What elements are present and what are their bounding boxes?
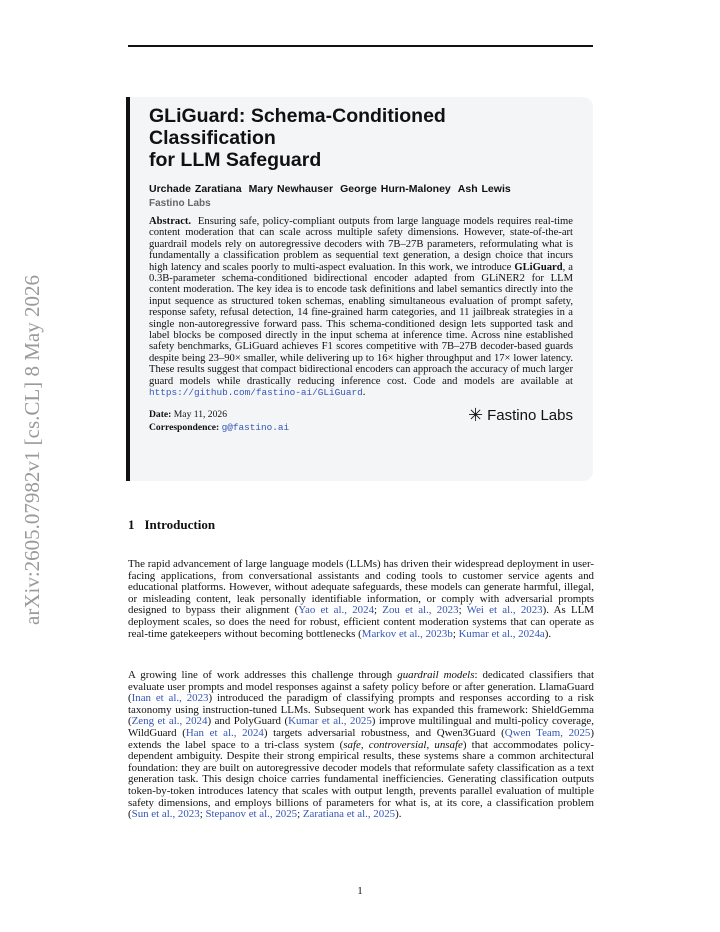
correspondence-label: Correspondence: [149, 421, 220, 433]
emphasis: unsafe [434, 738, 463, 751]
text-run: ) improve multilingual and multi-policy coverage, WildGuard ( [128, 715, 594, 739]
citation-link[interactable]: Qwen Team, 2025 [504, 726, 591, 739]
text-run: ) targets adversarial robustness, and Qwen3Guard ( [263, 726, 505, 739]
text-run: ) and PolyGuard ( [207, 715, 289, 728]
paper-title [149, 105, 573, 171]
text-run: ). [544, 627, 552, 640]
citation-link[interactable]: Yao et al., 2024 [298, 604, 375, 617]
citation-link[interactable]: Sun et al., 2023 [131, 808, 200, 821]
author: Urchade Zaratiana [149, 183, 242, 195]
text-run: ). As LLM deployment scales, so does the need for robust, efficient content moderation systems that can operate as real-time gatekeepers without becoming bottlenecks ( [128, 604, 594, 640]
text-run: , [426, 738, 435, 751]
text-run: A growing line of work addresses this challenge through [128, 669, 398, 681]
logo-text: Fastino Labs [487, 406, 573, 424]
date-label: Date: [149, 408, 172, 420]
paragraph-2 [128, 670, 594, 821]
text-run: ; [452, 627, 459, 640]
arxiv-stamp[interactable]: arXiv:2605.07982v1 [cs.CL] 8 May 2026 [20, 275, 44, 625]
citation-link[interactable]: Zeng et al., 2024 [131, 715, 208, 728]
abstract-label: Abstract. [149, 216, 192, 227]
citation-link[interactable]: Kumar et al., 2024a [458, 627, 545, 640]
citation-link[interactable]: Wei et al., 2023 [466, 604, 543, 617]
emphasis: controversial [368, 738, 427, 751]
affiliation: Fastino Labs [149, 198, 211, 209]
repo-link[interactable]: https://github.com/fastino-ai/GLiGuard [149, 387, 363, 399]
text-run: : dedicated classifiers that evaluate user prompts and model responses against a safety policy before or after generation. LlamaGuard ( [128, 669, 595, 705]
page-number: 1 [357, 885, 363, 897]
citation-link[interactable]: Kumar et al., 2025 [288, 715, 372, 728]
author-list [149, 183, 573, 195]
text-run: ) that accommodates policy-dependent ambiguity. Despite their strong empirical results, these systems share a common architectural foundation: they are built on autoregressive decoder models that reformulate safety classification as a text generation task. This design choice carries fundamental inefficiencies. Generating classification outputs token-by-token introduces latency that scales with output length, prevents parallel evaluation of multiple safety dimensions, and employs billions of parameters for what is, at its core, a classification problem ( [128, 738, 594, 821]
abstract-part: Ensuring safe, policy-compliant outputs from large language models requires real-time content moderation that can scale across multiple safety dimensions. However, state-of-the-art guardrail models rely on autoregressive decoders with 7B–27B parameters, reformulating what is fundamentally a classification problem as sequential text generation, a design choice that incurs high latency and scales poorly to multi-aspect evaluation. In this work, we introduce [149, 216, 573, 273]
author: Mary Newhauser [248, 183, 334, 195]
fastino-logo [468, 404, 573, 425]
section-number: 1 [128, 517, 135, 532]
top-rule [128, 45, 593, 47]
abstract-part: . [362, 387, 366, 399]
arxiv-stamp-area [20, 260, 50, 650]
text-run: ; [199, 808, 206, 821]
abstract-box [126, 97, 593, 481]
text-run: The rapid advancement of large language models (LLMs) has driven their widespread deployment in user-facing applications, from conversational assistants and coding tools to customer service agents and educational platforms. However, without adequate safeguards, these models can generate harmful, illegal, or misleading content, leak personally identifiable information, or comply with adversarial prompts designed to bypass their alignment ( [128, 558, 594, 617]
title-line-1: GLiGuard: Schema-Conditioned Classification [149, 105, 446, 149]
date-value: May 11, 2026 [173, 408, 227, 420]
section-heading [128, 517, 215, 533]
text-run: ) introduced the paradigm of classifying prompts and responses according to a risk taxonomy using instruction-tuned LLMs. Subsequent work has expanded this framework: ShieldGemma ( [128, 692, 595, 728]
citation-link[interactable]: Zaratiana et al., 2025 [302, 808, 396, 821]
abstract-part: , a 0.3B-parameter schema-conditioned bidirectional encoder adapted from GLiNER2 for LLM content moderation. The key idea is to encode task definitions and label semantics directly into the input sequence as structured token schemas, enabling simultaneous evaluation of prompt safety, response safety, refusal detection, 14 fine-grained harm categories, and 11 jailbreak strategies in a single non-autoregressive forward pass. This schema-conditioned design lets supported task and label blocks be composed directly in the input schema at inference time. Across nine established safety benchmarks, GLiGuard achieves F1 scores competitive with 7B–27B decoder-based guards despite being 23–90× smaller, while delivering up to 16× higher throughput and 17× lower latency. These results suggest that compact bidirectional encoders can approach the accuracy of much larger guard models while drastically reducing inference cost. Code and models are available at [149, 261, 573, 387]
title-line-2: for LLM Safeguard [149, 149, 322, 171]
author: Ash Lewis [457, 183, 511, 195]
correspondence-email[interactable]: g@fastino.ai [221, 421, 290, 433]
asterisk-logo-icon: ✳ [468, 404, 484, 425]
text-run: ; [458, 604, 467, 617]
model-name: GLiGuard [514, 261, 563, 273]
citation-link[interactable]: Zou et al., 2023 [382, 604, 459, 617]
paper-meta [149, 404, 573, 434]
citation-link[interactable]: Han et al., 2024 [185, 726, 264, 739]
text-run: , [360, 738, 369, 751]
text-run: ; [297, 808, 303, 821]
citation-link[interactable]: Markov et al., 2023b [361, 627, 453, 640]
paragraph-1 [128, 559, 594, 640]
emphasis: guardrail models [397, 669, 475, 681]
emphasis: safe [343, 738, 361, 751]
abstract-text [149, 216, 573, 399]
text-run: ; [374, 604, 383, 617]
author: George Hurn-Maloney [340, 183, 451, 195]
text-run: ) extends the label space to a tri-class system ( [128, 726, 594, 751]
citation-link[interactable]: Inan et al., 2023 [131, 692, 209, 705]
citation-link[interactable]: Stepanov et al., 2025 [205, 808, 298, 821]
text-run: ). [395, 808, 402, 821]
section-title: Introduction [144, 517, 216, 532]
